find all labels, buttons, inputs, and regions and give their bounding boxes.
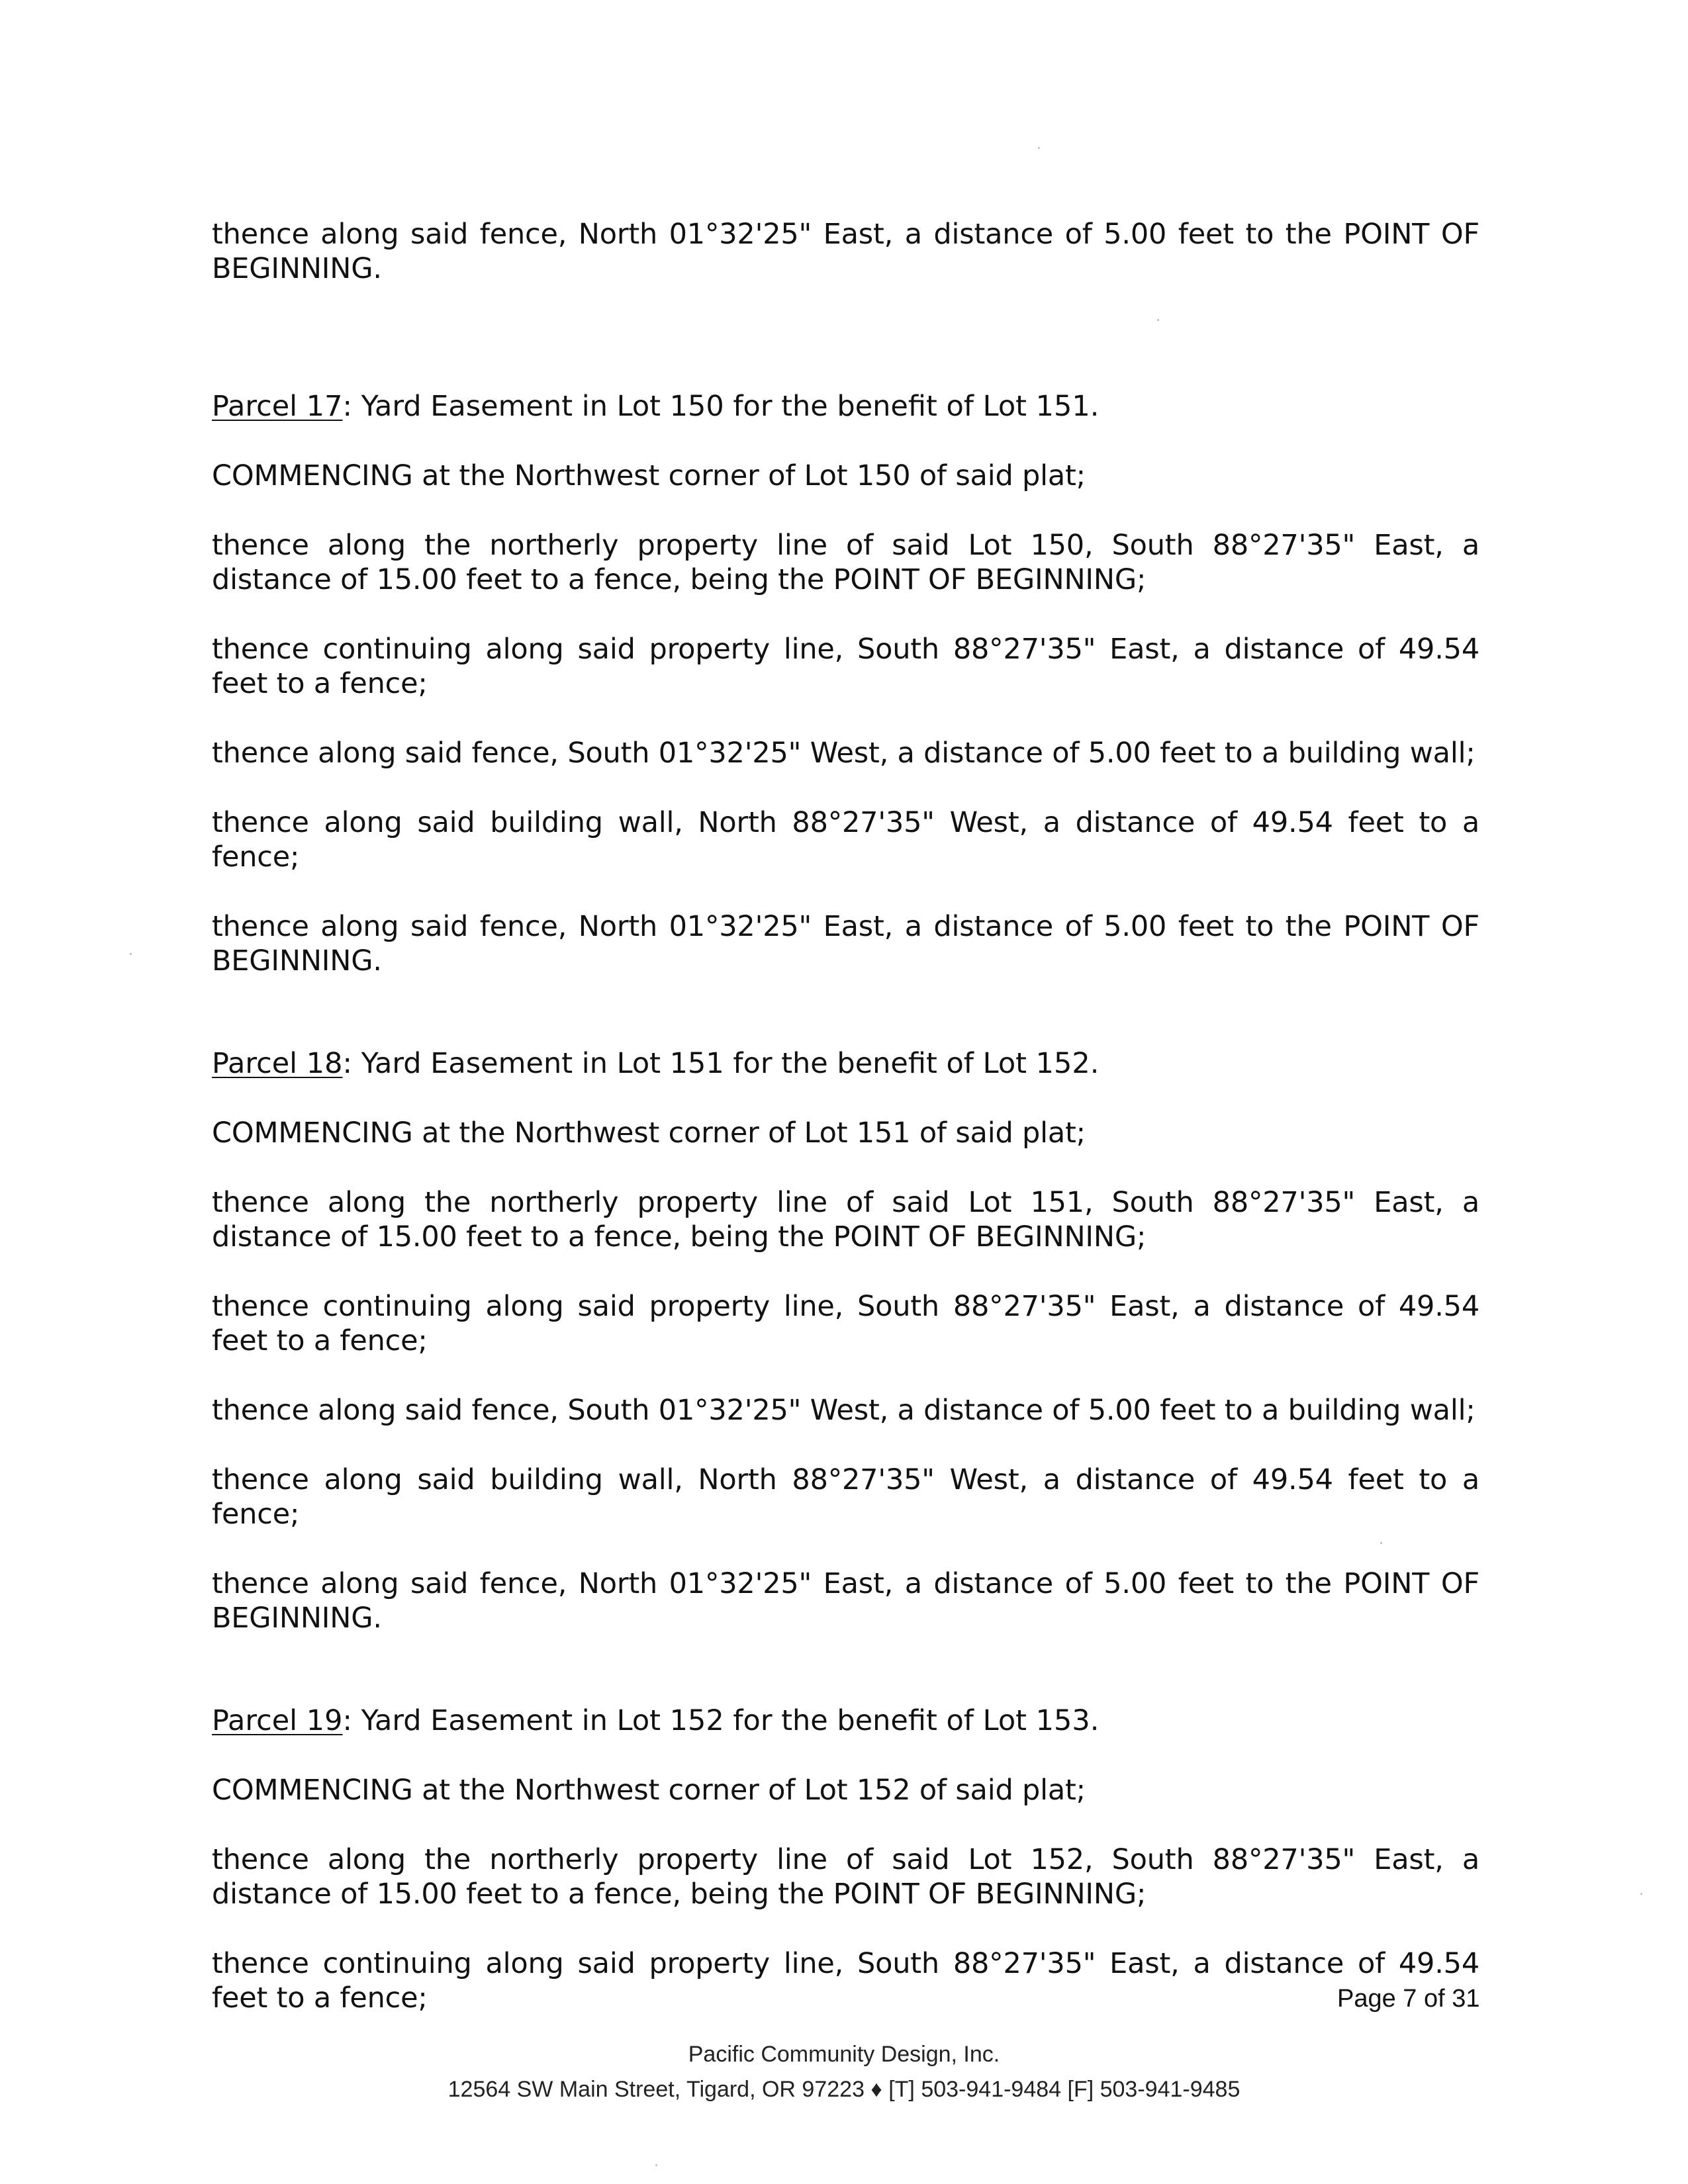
parcel-title: : Yard Easement in Lot 152 for the benefit of Lot 153. <box>342 1704 1100 1737</box>
parcel-paragraph: COMMENCING at the Northwest corner of Lot 150 of said plat; <box>212 459 1086 492</box>
parcel-heading <box>212 1046 1479 1081</box>
parcel-paragraph: thence along said building wall, North 88°27'35" West, a distance of 49.54 feet to a fence; <box>212 1463 1479 1531</box>
scan-speck <box>1038 147 1040 149</box>
parcel-title: : Yard Easement in Lot 150 for the benefit of Lot 151. <box>342 390 1100 423</box>
intro-paragraph: thence along said fence, North 01°32'25" East, a distance of 5.00 feet to the POINT OF BEGINNING. <box>212 218 1479 285</box>
footer-address: 12564 SW Main Street, Tigard, OR 97223 ♦ [T] 503-941-9484 [F] 503-941-9485 <box>447 2077 1241 2102</box>
parcel-paragraph: thence along the northerly property line of said Lot 152, South 88°27'35" East, a distance of 15.00 feet to a fence, being the POINT OF BEGINNING; <box>212 1843 1479 1911</box>
scan-speck <box>1640 1893 1642 1895</box>
legal-description-body <box>212 217 1479 2015</box>
parcel-label: Parcel 17 <box>212 390 343 423</box>
parcel-paragraph: thence along said fence, North 01°32'25" East, a distance of 5.00 feet to the POINT OF BEGINNING. <box>212 1567 1479 1635</box>
parcel-paragraph: thence along the northerly property line of said Lot 151, South 88°27'35" East, a distance of 15.00 feet to a fence, being the POINT OF BEGINNING; <box>212 1186 1479 1253</box>
parcel-title: : Yard Easement in Lot 151 for the benefit of Lot 152. <box>342 1047 1100 1080</box>
parcel-paragraph: thence along said fence, South 01°32'25" West, a distance of 5.00 feet to a building wall; <box>212 1394 1476 1427</box>
scan-speck <box>1157 319 1159 321</box>
parcel-paragraph: thence continuing along said property line, South 88°27'35" East, a distance of 49.54 feet to a fence; <box>212 633 1479 700</box>
scan-speck <box>130 953 132 955</box>
parcel-section-19 <box>212 1704 1479 2015</box>
footer-company: Pacific Community Design, Inc. <box>688 2042 1000 2067</box>
parcel-label: Parcel 18 <box>212 1047 343 1080</box>
parcel-paragraph: thence along said fence, North 01°32'25" East, a distance of 5.00 feet to the POINT OF BEGINNING. <box>212 910 1479 978</box>
parcel-paragraph: COMMENCING at the Northwest corner of Lot 151 of said plat; <box>212 1116 1086 1150</box>
parcel-paragraph: thence along said fence, South 01°32'25" West, a distance of 5.00 feet to a building wall; <box>212 737 1476 770</box>
parcel-heading <box>212 1704 1479 1738</box>
parcel-paragraph: COMMENCING at the Northwest corner of Lot 152 of said plat; <box>212 1774 1086 1807</box>
parcel-paragraph: thence along said building wall, North 88°27'35" West, a distance of 49.54 feet to a fence; <box>212 806 1479 874</box>
scan-speck <box>655 2164 657 2166</box>
parcel-paragraph: thence continuing along said property line, South 88°27'35" East, a distance of 49.54 feet to a fence; <box>212 1290 1479 1357</box>
scan-speck <box>1380 1542 1382 1544</box>
parcel-paragraph: thence along the northerly property line of said Lot 150, South 88°27'35" East, a distance of 15.00 feet to a fence, being the POINT OF BEGINNING; <box>212 529 1479 596</box>
parcel-section-18 <box>212 1046 1479 1635</box>
page-number: Page 7 of 31 <box>1337 1985 1480 2013</box>
parcel-paragraph: thence continuing along said property line, South 88°27'35" East, a distance of 49.54 feet to a fence; <box>212 1947 1479 2015</box>
parcel-label: Parcel 19 <box>212 1704 343 1737</box>
parcel-heading <box>212 389 1479 424</box>
parcel-section-17 <box>212 389 1479 978</box>
